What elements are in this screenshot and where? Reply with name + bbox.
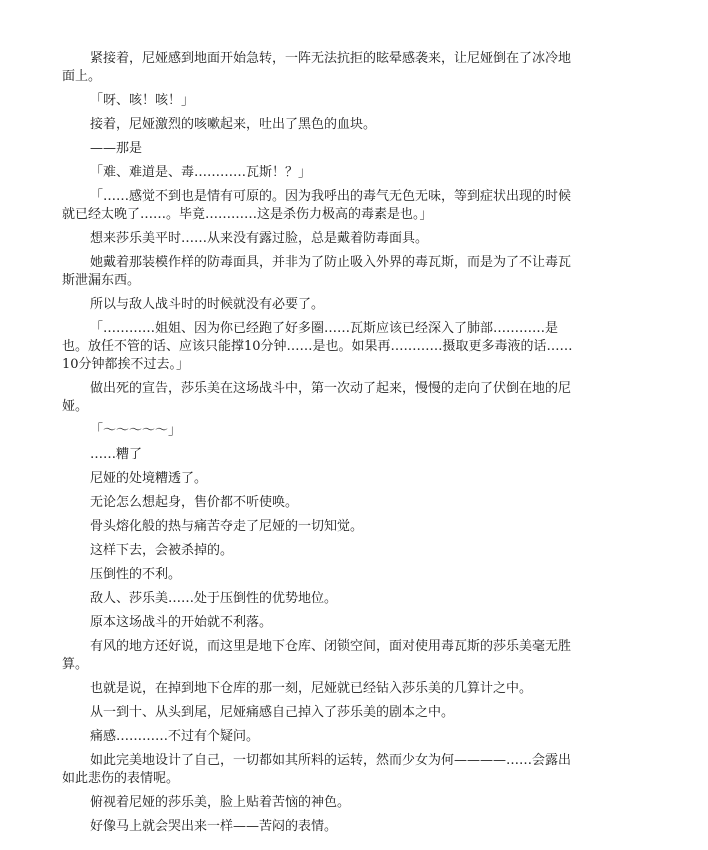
paragraph: 痛感…………不过有个疑问。: [90, 729, 260, 744]
paragraph: 她戴着那装模作样的防毒面具，并非为了防止吸入外界的毒瓦斯，而是为了不让毒瓦斯泄漏东西。: [62, 255, 572, 288]
paragraph: 也就是说，在掉到地下仓库的那一刻，尼娅就已经钻入莎乐美的几算计之中。: [90, 681, 533, 696]
paragraph: 从一到十、从头到尾，尼娅痛感自己掉入了莎乐美的剧本之中。: [90, 705, 455, 720]
paragraph: 敌人、莎乐美……处于压倒性的优势地位。: [90, 591, 338, 606]
paragraph: 无论怎么想起身，售价都不听使唤。: [90, 495, 299, 510]
paragraph: 紧接着，尼娅感到地面开始急转，一阵无法抗拒的眩晕感袭来，让尼娅倒在了冰冷地面上。: [62, 51, 572, 84]
paragraph: 做出死的宣告，莎乐美在这场战斗中，第一次动了起来，慢慢的走向了伏倒在地的尼娅。: [62, 381, 572, 414]
paragraph: 原本这场战斗的开始就不利落。: [90, 615, 273, 630]
paragraph: 所以与敌人战斗时的时候就没有必要了。: [90, 297, 325, 312]
paragraph: 「难、难道是、毒…………瓦斯！？」: [90, 165, 312, 180]
paragraph: 「～～～～～」: [90, 423, 182, 438]
paragraph: 「……感觉不到也是情有可原的。因为我呼出的毒气无色无味，等到症状出现的时候就已经太晚了……。毕竟…………这是杀伤力极高的毒素是也。」: [62, 189, 572, 222]
paragraph: ——那是: [90, 141, 143, 156]
paragraph: 「呀、咳！咳！」: [90, 93, 195, 108]
paragraph: 压倒性的不利。: [90, 567, 182, 582]
paragraph: 好像马上就会哭出来一样——苦闷的表情。: [90, 819, 338, 834]
paragraph: 有风的地方还好说，而这里是地下仓库、闭锁空间，面对使用毒瓦斯的莎乐美毫无胜算。: [62, 639, 572, 672]
text-column: [62, 50, 576, 842]
paragraph: 如此完美地设计了自己，一切都如其所料的运转，然而少女为何————……会露出如此悲伤的表情呢。: [62, 753, 572, 786]
paragraph: 接着，尼娅激烈的咳嗽起来，吐出了黑色的血块。: [90, 117, 377, 132]
paragraph: 尼娅的处境糟透了。: [90, 471, 208, 486]
paragraph: ……糟了: [90, 447, 143, 462]
paragraph: 这样下去，会被杀掉的。: [90, 543, 234, 558]
paragraph: 「…………姐姐、因为你已经跑了好多圈……瓦斯应该已经深入了肺部…………是也。放任不管的话、应该只能撑10分钟……是也。如果再…………摄取更多毒液的话……10分钟都挨不过去。」: [62, 321, 573, 372]
paragraph: 想来莎乐美平时……从来没有露过脸，总是戴着防毒面具。: [90, 231, 429, 246]
paragraph: 骨头熔化般的热与痛苦夺走了尼娅的一切知觉。: [90, 519, 364, 534]
paragraph: 俯视着尼娅的莎乐美，脸上贴着苦恼的神色。: [90, 795, 351, 810]
